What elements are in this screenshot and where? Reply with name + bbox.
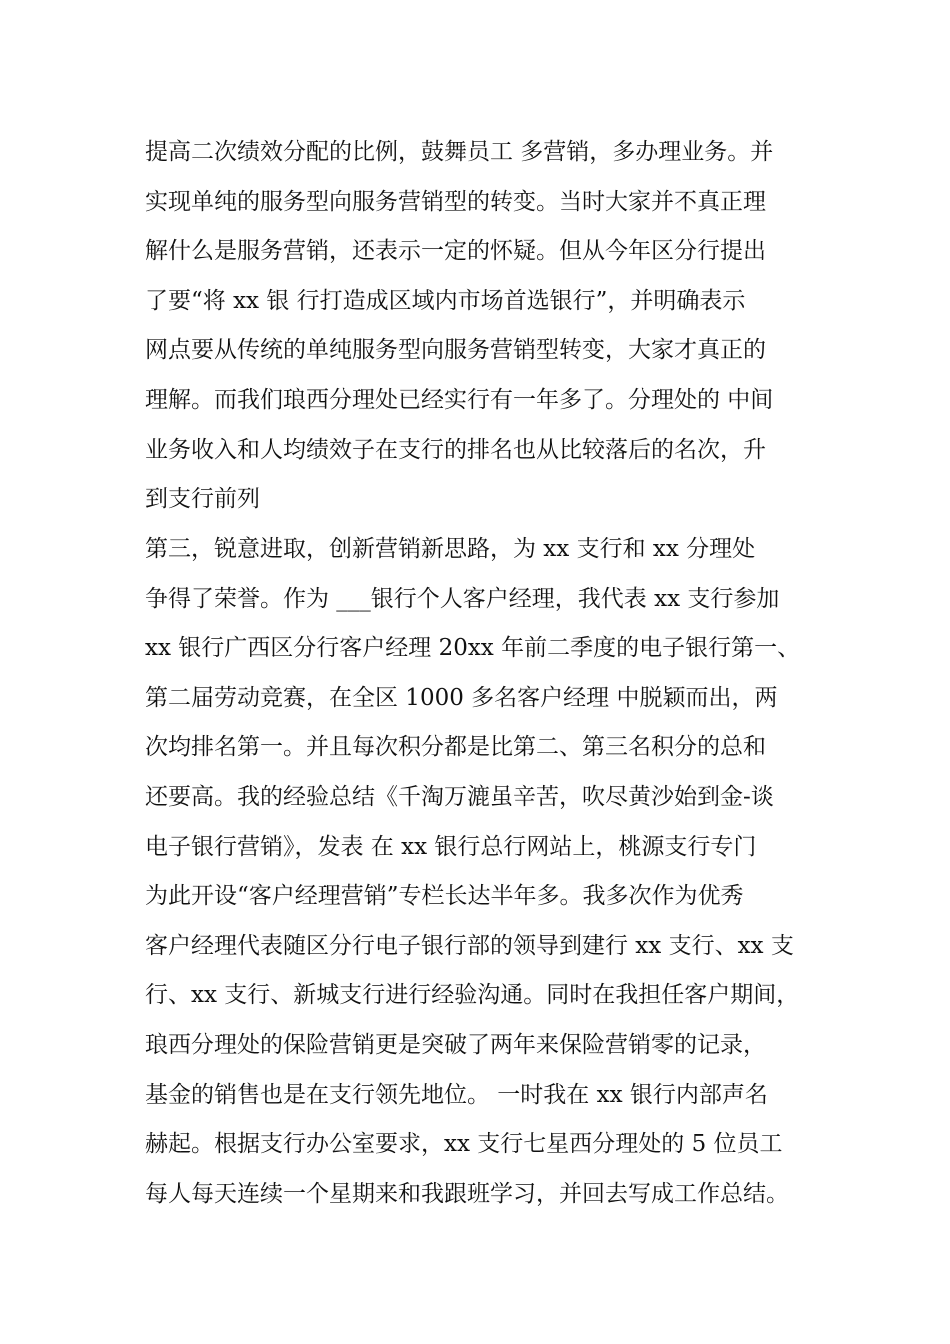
paragraph-line: 行、xx 支行、新城支行进行经验沟通。同时在我担任客户期间， — [145, 982, 800, 1009]
paragraph-line: 争得了荣誉。作为 ___银行个人客户经理，我代表 xx 支行参加 — [145, 585, 780, 612]
paragraph-line: 为此开设“客户经理营销”专栏长达半年多。我多次作为优秀 — [145, 883, 744, 910]
paragraph-line: 基金的销售也是在支行领先地位。 一时我在 xx 银行内部声名 — [145, 1081, 768, 1108]
paragraph-line: 到支行前列 — [145, 486, 260, 513]
paragraph-line: xx 银行广西区分行客户经理 20xx 年前二季度的电子银行第一、 — [145, 635, 801, 662]
paragraph-line: 业务收入和人均绩效子在支行的排名也从比较落后的名次，升 — [145, 436, 766, 463]
paragraph-line: 实现单纯的服务型向服务营销型的转变。当时大家并不真正理 — [145, 188, 766, 215]
paragraph-line: 提高二次绩效分配的比例，鼓舞员工 多营销，多办理业务。并 — [145, 139, 774, 165]
paragraph-line: 赫起。根据支行办公室要求，xx 支行七星西分理处的 5 位员工 — [145, 1131, 783, 1158]
paragraph-line: 第三，锐意进取，创新营销新思路，为 xx 支行和 xx 分理处 — [145, 536, 756, 562]
paragraph-line: 解什么是服务营销，还表示一定的怀疑。但从今年区分行提出 — [145, 238, 766, 265]
paragraph-1 — [145, 128, 825, 525]
paragraph-2 — [145, 525, 825, 1219]
paragraph-line: 客户经理代表随区分行电子银行部的领导到建行 xx 支行、xx 支 — [145, 932, 794, 959]
paragraph-line: 了要“将 xx 银 行打造成区域内市场首选银行”，并明确表示 — [145, 287, 746, 314]
paragraph-line: 琅西分理处的保险营销更是突破了两年来保险营销零的记录， — [145, 1031, 766, 1058]
paragraph-line: 每人每天连续一个星期来和我跟班学习，并回去写成工作总结。 — [145, 1180, 789, 1207]
paragraph-line: 理解。而我们琅西分理处已经实行有一年多了。分理处的 中间 — [145, 386, 774, 413]
paragraph-line: 次均排名第一。并且每次积分都是比第二、第三名积分的总和 — [145, 734, 766, 761]
paragraph-line: 网点要从传统的单纯服务型向服务营销型转变，大家才真正的 — [145, 337, 766, 364]
paragraph-line: 第二届劳动竞赛，在全区 1000 多名客户经理 中脱颖而出，两 — [145, 684, 778, 711]
paragraph-line: 还要高。我的经验总结《千淘万漉虽辛苦，吹尽黄沙始到金-谈 — [145, 783, 774, 810]
paragraph-line: 电子银行营销》，发表 在 xx 银行总行网站上，桃源支行专门 — [145, 833, 757, 860]
